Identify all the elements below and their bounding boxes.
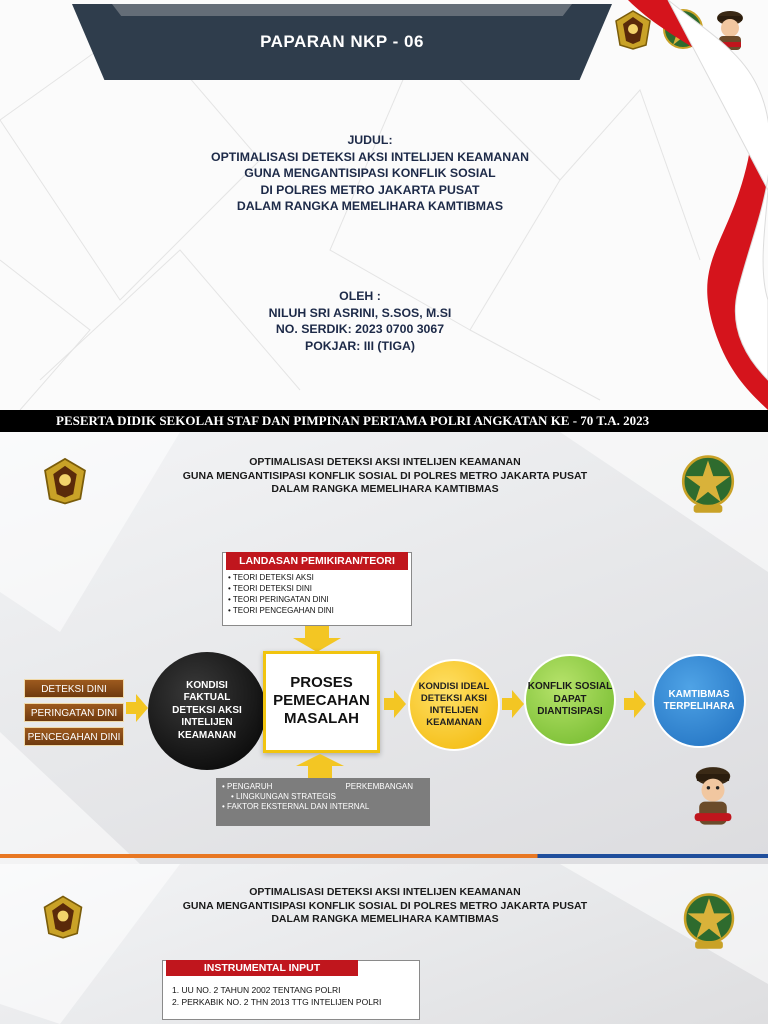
red-white-ribbon [628,0,768,410]
kondisi-faktual-line: FAKTUAL [183,692,231,704]
right-arrow-icon [126,694,148,722]
proses-line: PEMECAHAN [273,692,370,709]
pengaruh-line: LINGKUNGAN STRATEGIS [236,792,336,801]
framework-slide [0,432,768,864]
kondisi-faktual-line: DETEKSI AKSI [172,704,242,716]
polri-emblem-icon [38,452,92,508]
author-info [150,288,570,354]
teori-item: • TEORI PERINGATAN DINI [228,594,410,605]
teori-item: • TEORI PENCEGAHAN DINI [228,605,410,616]
heading-line: OPTIMALISASI DETEKSI AKSI INTELIJEN KEAMANAN [249,456,521,468]
title-line: DI POLRES METRO JAKARTA PUSAT [260,182,480,197]
landasan-label: LANDASAN PEMIKIRAN/TEORI [226,552,408,570]
konflik-line: DAPAT [553,693,587,705]
author-line: NO. SERDIK: 2023 0700 3067 [275,322,445,336]
kondisi-ideal-circle [408,659,500,751]
konflik-line: DIANTISIPASI [537,706,603,718]
down-arrow-icon [287,626,347,652]
title-line: GUNA MENGANTISIPASI KONFLIK SOSIAL [244,166,496,180]
sespim-emblem-icon [678,452,738,516]
author-line: NILUH SRI ASRINI, S.SOS, M.SI [268,305,452,320]
title-slide [0,0,768,428]
polri-emblem-icon [38,890,88,942]
instrumental-label: INSTRUMENTAL INPUT [166,960,358,976]
heading-line: GUNA MENGANTISIPASI KONFLIK SOSIAL DI POLRES METRO JAKARTA PUSAT [182,899,588,912]
right-arrow-icon [620,690,650,718]
input-deteksi-dini: DETEKSI DINI [24,679,124,698]
title-line: OPTIMALISASI DETEKSI AKSI INTELIJEN KEAMANAN [211,149,529,164]
title-line: JUDUL: [347,133,393,147]
title-banner [72,4,612,80]
author-line: OLEH : [339,289,381,303]
up-arrow-icon [290,754,350,778]
pengaruh-item: • FAKTOR EKSTERNAL DAN INTERNAL [222,802,424,812]
konflik-sosial-circle [524,654,616,746]
heading-line: DALAM RANGKA MEMELIHARA KAMTIBMAS [271,913,499,925]
instrumental-item: 1. UU NO. 2 TAHUN 2002 TENTANG POLRI [172,985,341,995]
input-pencegahan-dini: PENCEGAHAN DINI [24,727,124,746]
pengaruh-item-cont [222,792,424,802]
kondisi-ideal-line: KEAMANAN [426,717,482,728]
divider-rule [0,854,768,858]
right-arrow-icon [382,690,408,718]
heading-line: GUNA MENGANTISIPASI KONFLIK SOSIAL DI POLRES METRO JAKARTA PUSAT [182,469,588,482]
kamtibmas-line: KAMTIBMAS [668,688,730,700]
pengaruh-word: PERKEMBANGAN [345,782,414,791]
police-mascot-icon [690,764,736,830]
proses-line: PROSES [290,674,353,691]
kamtibmas-line: TERPELIHARA [663,701,735,712]
input-peringatan-dini: PERINGATAN DINI [24,703,124,722]
kondisi-ideal-line: KONDISI IDEAL [418,681,490,692]
proses-line: MASALAH [284,710,359,727]
teori-item: • TEORI DETEKSI DINI [228,583,410,594]
teori-item: • TEORI DETEKSI AKSI [228,572,410,583]
right-arrow-icon [502,690,524,718]
kondisi-faktual-line: INTELIJEN [181,717,233,729]
participant-footer: PESERTA DIDIK SEKOLAH STAF DAN PIMPINAN PERTAMA POLRI ANGKATAN KE - 70 T.A. 2023 [0,410,768,432]
presentation-title [150,132,590,215]
pengaruh-word: • PENGARUH [227,782,273,791]
konflik-line: KONFLIK SOSIAL [527,681,613,693]
pengaruh-box [216,778,430,826]
kondisi-ideal-line: DETEKSI AKSI [420,693,488,704]
slide-heading [160,886,610,927]
proses-pemecahan-box [263,651,380,753]
sespim-emblem-icon [680,890,738,952]
title-line: DALAM RANGKA MEMELIHARA KAMTIBMAS [236,199,504,213]
instrumental-slide [0,864,768,1024]
kondisi-ideal-line: INTELIJEN [429,705,479,716]
slide-heading [160,456,610,497]
instrumental-list [172,984,381,1008]
pengaruh-item [222,782,424,792]
kondisi-faktual-circle [148,652,266,770]
teori-list [228,572,410,616]
heading-line: OPTIMALISASI DETEKSI AKSI INTELIJEN KEAMANAN [249,886,521,898]
kamtibmas-circle [652,654,746,748]
banner-title: PAPARAN NKP - 06 [260,32,424,51]
kondisi-faktual-line: KEAMANAN [177,729,237,741]
author-line: POKJAR: III (TIGA) [305,338,415,353]
instrumental-item: 2. PERKABIK NO. 2 THN 2013 TTG INTELIJEN POLRI [172,997,382,1007]
heading-line: DALAM RANGKA MEMELIHARA KAMTIBMAS [271,483,499,495]
kondisi-faktual-line: KONDISI [186,679,228,691]
